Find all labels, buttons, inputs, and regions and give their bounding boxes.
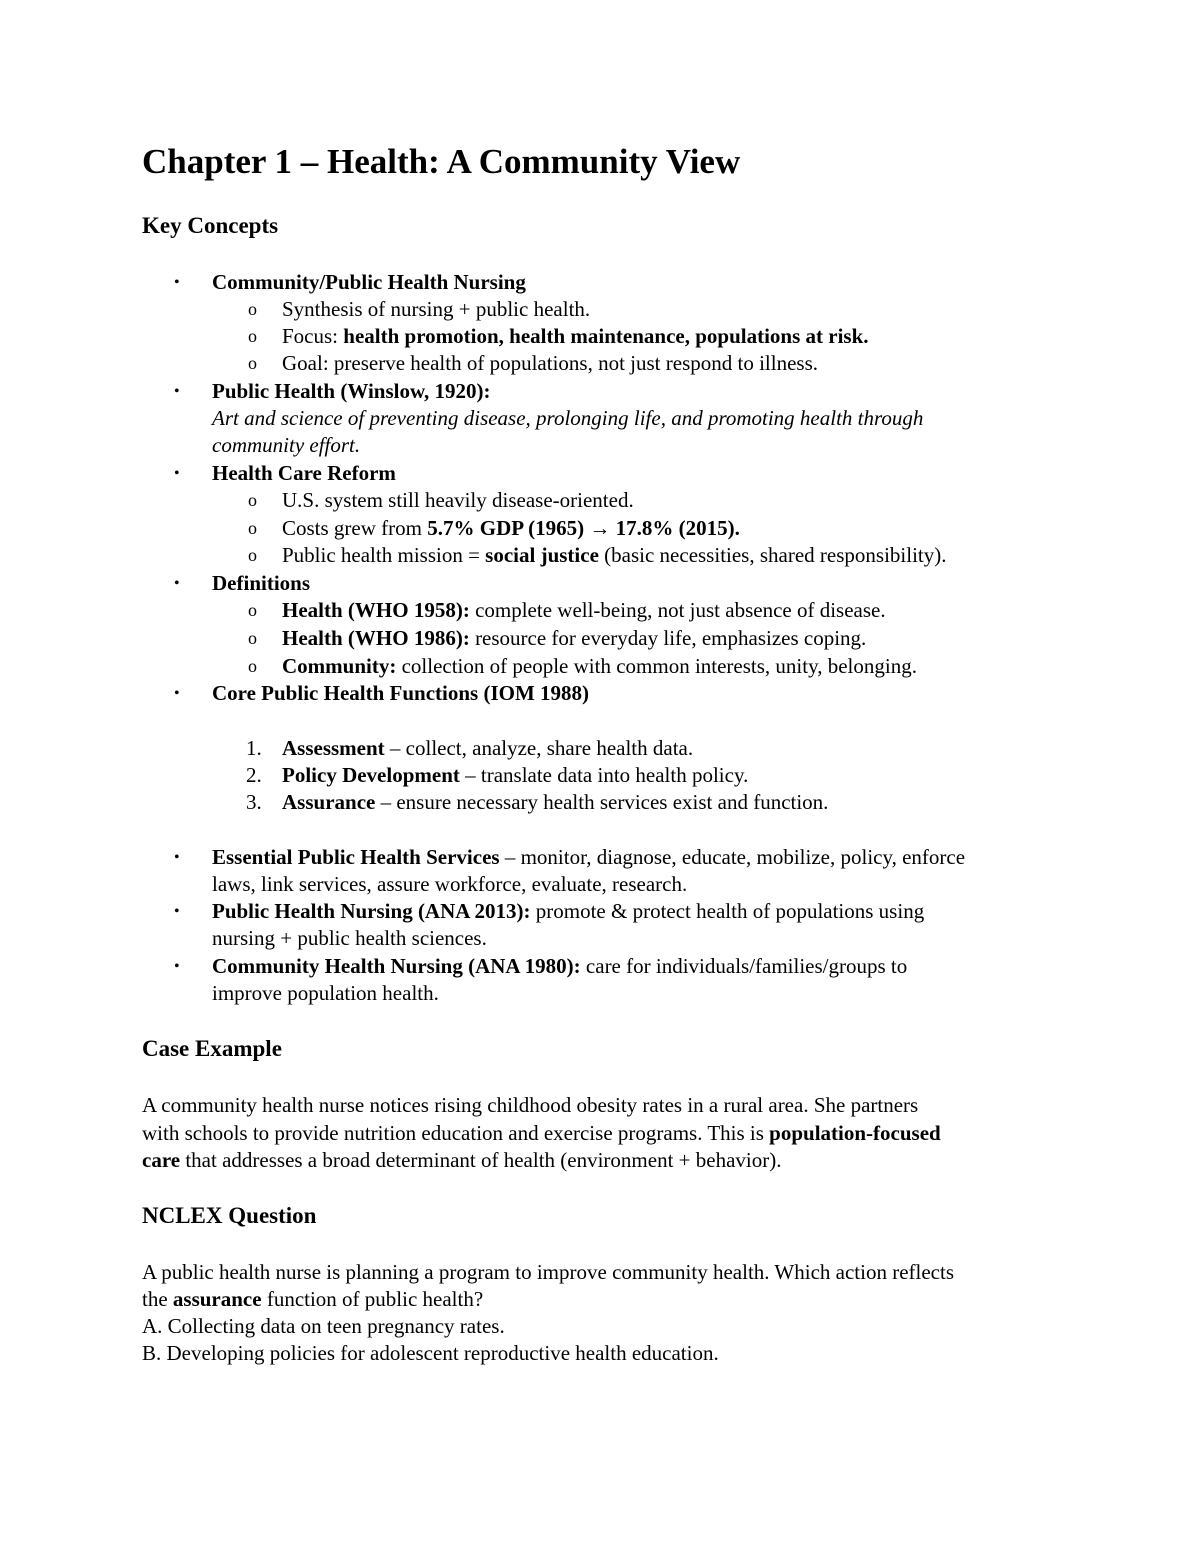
cphn-label: Community/Public Health Nursing bbox=[212, 270, 526, 294]
core-item-policy bbox=[282, 762, 748, 789]
chn-term: Community Health Nursing (ANA 1980): bbox=[212, 954, 581, 978]
page-title: Chapter 1 – Health: A Community View bbox=[142, 142, 741, 181]
sub-bullet-icon: o bbox=[248, 299, 257, 319]
cphn-focus-terms: health promotion, health maintenance, populations at risk. bbox=[343, 324, 869, 348]
core-item-text: – ensure necessary health services exist and function. bbox=[375, 790, 829, 814]
definitions-label: Definitions bbox=[212, 571, 311, 595]
bullet-icon: • bbox=[174, 383, 180, 400]
core-item-number: 1. bbox=[246, 736, 262, 760]
case-example-heading: Case Example bbox=[142, 1036, 282, 1061]
bullet-icon: • bbox=[174, 274, 180, 291]
essential-services-text: – monitor, diagnose, educate, mobilize, policy, enforce bbox=[499, 845, 966, 869]
public-health-def-line-1: Art and science of preventing disease, prolonging life, and promoting health through bbox=[212, 406, 924, 430]
sub-bullet-icon: o bbox=[248, 656, 257, 676]
core-item-term: Assessment bbox=[282, 736, 385, 760]
phn-line-2: nursing + public health sciences. bbox=[212, 926, 487, 950]
core-item-text: – translate data into health policy. bbox=[459, 763, 749, 787]
definition-3-text: collection of people with common interests, unity, belonging. bbox=[396, 654, 917, 678]
core-item-number: 2. bbox=[246, 763, 262, 787]
core-item-number: 3. bbox=[246, 790, 262, 814]
sub-bullet-icon: o bbox=[248, 545, 257, 565]
reform-mission-prefix: Public health mission = bbox=[282, 543, 486, 567]
bullet-icon: • bbox=[174, 575, 180, 592]
reform-mission-suffix: (basic necessities, shared responsibility). bbox=[598, 543, 947, 567]
reform-mission-term: social justice bbox=[485, 543, 599, 567]
cphn-sub-1: Synthesis of nursing + public health. bbox=[282, 297, 591, 321]
nclex-question-line-2 bbox=[142, 1286, 483, 1313]
sub-bullet-icon: o bbox=[248, 518, 257, 538]
definition-3 bbox=[282, 653, 917, 680]
core-item-term: Assurance bbox=[282, 790, 376, 814]
cphn-focus-prefix: Focus: bbox=[282, 324, 344, 348]
reform-sub-1: U.S. system still heavily disease-oriented. bbox=[282, 488, 634, 512]
nclex-heading: NCLEX Question bbox=[142, 1203, 317, 1228]
case-line-3-term: care bbox=[142, 1148, 181, 1172]
case-line-2 bbox=[142, 1120, 941, 1147]
core-item-text: – collect, analyze, share health data. bbox=[384, 736, 694, 760]
public-health-def-line-2: community effort. bbox=[212, 433, 361, 457]
reform-sub-3 bbox=[282, 542, 946, 569]
reform-label: Health Care Reform bbox=[212, 461, 396, 485]
nclex-question-line-1: A public health nurse is planning a program to improve community health. Which action reflects bbox=[142, 1260, 954, 1284]
definition-1 bbox=[282, 597, 886, 624]
core-item-assessment bbox=[282, 735, 693, 762]
bullet-icon: • bbox=[174, 849, 180, 866]
reform-sub-2 bbox=[282, 515, 740, 542]
phn-term: Public Health Nursing (ANA 2013): bbox=[212, 899, 531, 923]
core-functions-label: Core Public Health Functions (IOM 1988) bbox=[212, 681, 590, 705]
phn-line-1 bbox=[212, 898, 924, 925]
public-health-label: Public Health (Winslow, 1920): bbox=[212, 379, 491, 403]
sub-bullet-icon: o bbox=[248, 490, 257, 510]
case-line-2-text: with schools to provide nutrition education and exercise programs. This is bbox=[142, 1121, 770, 1145]
cphn-sub-2 bbox=[282, 323, 869, 350]
nclex-option-a: A. Collecting data on teen pregnancy rates. bbox=[142, 1314, 505, 1338]
essential-services-term: Essential Public Health Services bbox=[212, 845, 500, 869]
reform-costs-values: 5.7% GDP (1965) → 17.8% (2015). bbox=[427, 516, 740, 540]
definition-2 bbox=[282, 625, 866, 652]
nclex-line-2-term: assurance bbox=[172, 1287, 262, 1311]
chn-text: care for individuals/families/groups to bbox=[580, 954, 908, 978]
sub-bullet-icon: o bbox=[248, 628, 257, 648]
sub-bullet-icon: o bbox=[248, 326, 257, 346]
chn-line-2: improve population health. bbox=[212, 981, 439, 1005]
case-line-2-term: population-focused bbox=[769, 1121, 941, 1145]
bullet-icon: • bbox=[174, 903, 180, 920]
definition-2-term: Health (WHO 1986): bbox=[282, 626, 470, 650]
core-item-term: Policy Development bbox=[282, 763, 460, 787]
definition-2-text: resource for everyday life, emphasizes coping. bbox=[469, 626, 867, 650]
chn-line-1 bbox=[212, 953, 907, 980]
definition-1-term: Health (WHO 1958): bbox=[282, 598, 470, 622]
sub-bullet-icon: o bbox=[248, 353, 257, 373]
nclex-option-b: B. Developing policies for adolescent reproductive health education. bbox=[142, 1341, 719, 1365]
phn-text: promote & protect health of populations using bbox=[530, 899, 925, 923]
definition-3-term: Community: bbox=[282, 654, 397, 678]
bullet-icon: • bbox=[174, 685, 180, 702]
cphn-sub-3: Goal: preserve health of populations, not just respond to illness. bbox=[282, 351, 818, 375]
nclex-line-2-suffix: function of public health? bbox=[261, 1287, 484, 1311]
reform-costs-prefix: Costs grew from bbox=[282, 516, 428, 540]
essential-services-line-2: laws, link services, assure workforce, evaluate, research. bbox=[212, 872, 688, 896]
essential-services-line-1 bbox=[212, 844, 965, 871]
case-line-3 bbox=[142, 1147, 781, 1174]
bullet-icon: • bbox=[174, 465, 180, 482]
nclex-line-2-prefix: the bbox=[142, 1287, 173, 1311]
case-line-1: A community health nurse notices rising childhood obesity rates in a rural area. She partners bbox=[142, 1093, 919, 1117]
definition-1-text: complete well-being, not just absence of disease. bbox=[469, 598, 886, 622]
bullet-icon: • bbox=[174, 958, 180, 975]
key-concepts-heading: Key Concepts bbox=[142, 213, 279, 238]
case-line-3-text: that addresses a broad determinant of health (environment + behavior). bbox=[180, 1148, 782, 1172]
sub-bullet-icon: o bbox=[248, 600, 257, 620]
core-item-assurance bbox=[282, 789, 828, 816]
